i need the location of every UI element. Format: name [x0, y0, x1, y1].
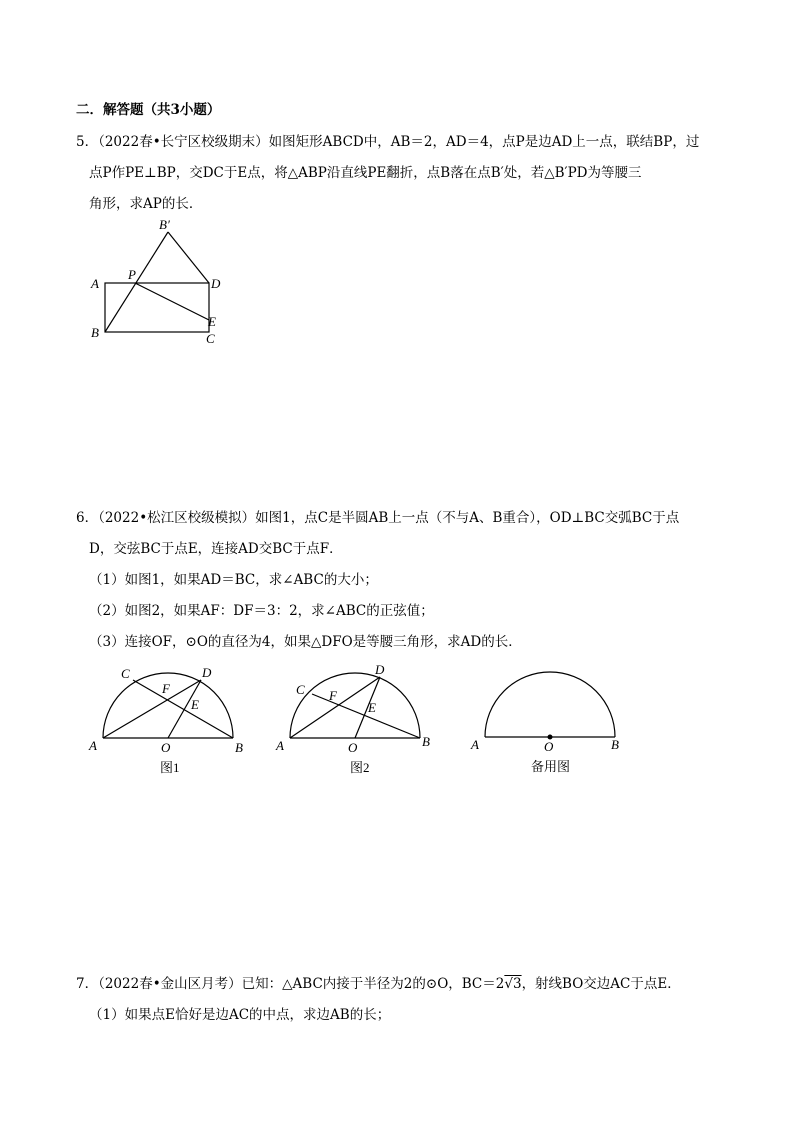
q6-figure-1: [85, 660, 260, 778]
q5-label-c: C: [206, 331, 215, 346]
fig1-caption: 图1: [160, 760, 180, 775]
q6-sub-2: （2）如图2，如果AF：DF＝3：2，求∠ABC的正弦值；: [89, 603, 434, 619]
q5-label-bprime: B′: [159, 217, 170, 232]
fig1-label-e: E: [191, 697, 199, 712]
fig2-label-o: O: [348, 740, 358, 755]
q5-label-e: E: [208, 314, 216, 329]
q5-label-b: B: [91, 325, 99, 340]
segment-p-e: [135, 283, 209, 320]
q5-line-1: 5．（2022春•长宁区校级期末）如图矩形ABCD中，AB＝2，AD＝4，点P是边AD上一点，联结BP，过: [76, 134, 700, 150]
q6-figure-backup: [468, 660, 643, 778]
fig2-label-b: B: [422, 734, 430, 749]
fig1-label-f: F: [162, 681, 170, 696]
fig2-label-e: E: [368, 700, 376, 715]
fig2-caption: 图2: [350, 760, 370, 775]
fig2-label-a: A: [276, 738, 284, 753]
q5-label-p: P: [128, 267, 136, 282]
q5-line-2: 点P作PE⊥BP，交DC于E点，将△ABP沿直线PE翻折，点B落在点B′处，若△B′PD为等腰三: [89, 165, 642, 181]
semicircle-arc: [485, 672, 615, 737]
fig2-label-d: D: [375, 662, 385, 677]
fig1-label-a: A: [89, 738, 97, 753]
segment-ad: [103, 680, 201, 738]
q5-figure: [85, 215, 235, 350]
q6-line-2: D，交弦BC于点E，连接AD交BC于点F．: [89, 541, 343, 557]
q7-line-1: [76, 974, 681, 994]
q7-sqrt-radicand: 3: [512, 976, 522, 992]
q5-label-a: A: [91, 276, 99, 291]
backup-label-o: O: [544, 739, 554, 754]
q6-line-1: 6．（2022•松江区校级模拟）如图1，点C是半圆AB上一点（不与A、B重合），OD⊥BC交弧BC于点: [76, 510, 680, 526]
q6-figure-2: [270, 660, 445, 778]
q6-sub-1: （1）如图1，如果AD＝BC，求∠ABC的大小；: [89, 572, 378, 588]
backup-label-b: B: [611, 737, 619, 752]
fig1-label-b: B: [235, 740, 243, 755]
section-heading: 二．解答题（共3小题）: [76, 102, 221, 118]
segment-bprime-d: [168, 232, 209, 283]
semicircle-arc: [290, 673, 420, 738]
fig1-label-o: O: [161, 740, 171, 755]
backup-caption: 备用图: [531, 759, 571, 774]
q5-line-3: 角形，求AP的长．: [89, 196, 203, 212]
fig1-label-d: D: [202, 665, 212, 680]
q5-label-d: D: [211, 276, 221, 291]
chord-bc: [133, 680, 233, 738]
fig2-label-f: F: [329, 688, 337, 703]
backup-label-a: A: [471, 737, 479, 752]
q7-sqrt-value: √3: [504, 976, 522, 992]
q7-line-1-pre: 7．（2022春•金山区月考）已知：△ABC内接于半径为2的⊙O，BC＝2: [76, 976, 505, 992]
q7-sub-1: （1）如果点E恰好是边AC的中点，求边AB的长；: [89, 1007, 391, 1023]
q7-line-1-post: ，射线BO交边AC于点E．: [521, 976, 681, 992]
segment-b-bprime: [105, 232, 168, 332]
fig2-label-c: C: [296, 682, 305, 697]
q6-sub-3: （3）连接OF，⊙O的直径为4，如果△DFO是等腰三角形，求AD的长．: [89, 634, 522, 650]
fig1-label-c: C: [121, 666, 130, 681]
